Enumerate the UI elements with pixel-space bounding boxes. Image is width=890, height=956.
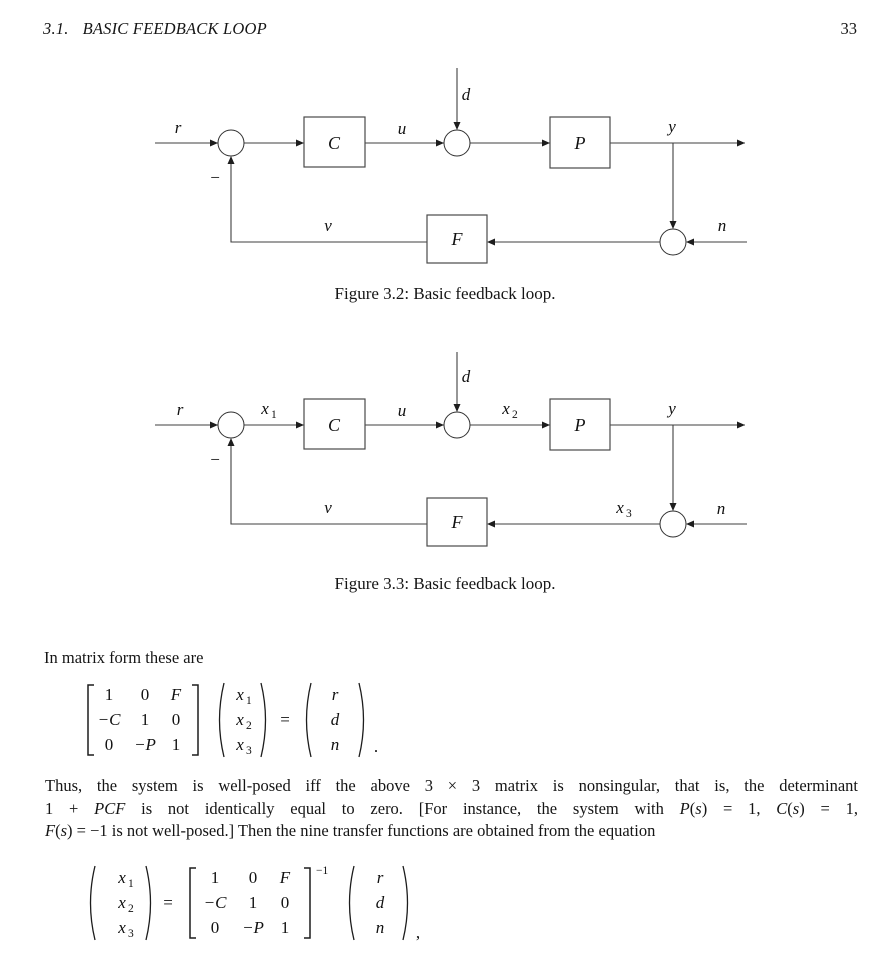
signal-x3-sub: 3 — [626, 508, 632, 520]
rhs-n: n — [330, 735, 340, 754]
plant-label: P — [574, 415, 586, 435]
sensor-label: F — [451, 229, 463, 249]
controller-label: C — [327, 133, 341, 153]
signal-u: u — [397, 401, 407, 420]
rhs-r: r — [331, 685, 339, 704]
arrowhead-into-sensor — [487, 521, 495, 528]
x2-sub: 2 — [246, 720, 252, 732]
body-paragraph — [45, 775, 858, 843]
paragraph-line-2: 1 + PCF is not identically equal to zero. [For instance, the system with P(s) = 1, C(s) = 1, — [45, 798, 858, 818]
lhs-left-paren — [91, 866, 96, 940]
m21: −P — [134, 735, 156, 754]
signal-n: n — [717, 216, 727, 235]
summing-junction-3 — [660, 229, 686, 255]
arrowhead-into-plant — [542, 422, 550, 429]
minus-sign: − — [210, 450, 220, 469]
m02: F — [279, 868, 291, 887]
summing-junction-1 — [218, 130, 244, 156]
paragraph-line-1: Thus, the system is well-posed iff the above 3 × 3 matrix is nonsingular, that is, the determinant — [45, 776, 858, 795]
x3-sub: 3 — [128, 928, 134, 940]
signal-y: y — [668, 117, 676, 136]
x1-base: x — [118, 868, 126, 887]
m22: 1 — [171, 735, 181, 754]
arrowhead-noise — [686, 521, 694, 528]
section-number: 3.1. — [43, 19, 69, 38]
running-header — [43, 19, 267, 39]
m12: 0 — [280, 893, 290, 912]
arrowhead-into-sum1 — [210, 422, 218, 429]
x1-sub: 1 — [246, 695, 252, 707]
matrix-equation-2 — [80, 858, 440, 950]
arrowhead-into-sensor — [487, 239, 495, 246]
arrowhead-into-sum2 — [436, 422, 444, 429]
x3-sub: 3 — [246, 745, 252, 757]
x2-base: x — [118, 893, 126, 912]
x3-base: x — [118, 918, 126, 937]
left-paren — [220, 683, 225, 757]
signal-r: r — [176, 400, 184, 419]
eq1-period: . — [373, 737, 379, 756]
arrowhead-noise — [686, 239, 694, 246]
figure-3-2-caption: Figure 3.2: Basic feedback loop. — [334, 284, 556, 303]
signal-r: r — [174, 118, 182, 137]
signal-x1-sub: 1 — [271, 409, 277, 421]
x3-base: x — [236, 735, 244, 754]
m11: 1 — [140, 710, 150, 729]
arrowhead-into-plant — [542, 140, 550, 147]
arrowhead-into-sum2 — [436, 140, 444, 147]
arrowhead-into-sum3 — [670, 221, 677, 229]
arrowhead-output — [737, 422, 745, 429]
x2-sub: 2 — [128, 903, 134, 915]
section-title: BASIC FEEDBACK LOOP — [82, 19, 267, 38]
signal-x1-base: x — [261, 399, 269, 418]
minus-sign: − — [210, 168, 220, 187]
right-bracket — [304, 868, 310, 938]
arrowhead-feedback — [228, 438, 235, 446]
controller-label: C — [327, 415, 341, 435]
signal-y: y — [668, 399, 676, 418]
rhs-d: d — [375, 893, 385, 912]
arrowhead-into-sum3 — [670, 503, 677, 511]
lhs-right-paren — [146, 866, 151, 940]
m11: 1 — [248, 893, 258, 912]
signal-v: v — [324, 216, 332, 235]
rhs-right-paren — [359, 683, 364, 757]
signal-d: d — [461, 367, 471, 386]
signal-u: u — [397, 119, 407, 138]
m01: 0 — [248, 868, 258, 887]
m00: 1 — [104, 685, 114, 704]
page-number: 33 — [840, 19, 857, 38]
m10: −C — [97, 710, 121, 729]
arrowhead-output — [737, 140, 745, 147]
left-bracket — [190, 868, 196, 938]
x1-sub: 1 — [128, 878, 134, 890]
arrowhead-disturbance — [454, 404, 461, 412]
summing-junction-1 — [218, 412, 244, 438]
sensor-label: F — [451, 512, 463, 532]
inverse-exponent: −1 — [316, 865, 329, 877]
figure-3-3-diagram — [130, 340, 770, 555]
m20: 0 — [104, 735, 114, 754]
matrix-equation-1 — [80, 675, 400, 767]
m21: −P — [242, 918, 264, 937]
arrowhead-into-controller — [296, 422, 304, 429]
signal-x3-base: x — [616, 498, 624, 517]
rhs-d: d — [330, 710, 340, 729]
summing-junction-3 — [660, 511, 686, 537]
arrowhead-disturbance — [454, 122, 461, 130]
x2-base: x — [236, 710, 244, 729]
figure-3-2-diagram — [130, 58, 770, 273]
signal-x2-sub: 2 — [512, 409, 518, 421]
arrowhead-into-controller — [296, 140, 304, 147]
x1-base: x — [236, 685, 244, 704]
m00: 1 — [210, 868, 220, 887]
paragraph-line-3: F(s) = −1 is not well-posed.] Then the nine transfer functions are obtained from the equation — [45, 821, 656, 840]
rhs-left-paren — [307, 683, 312, 757]
m02: F — [170, 685, 182, 704]
equals-sign: = — [163, 893, 173, 912]
m01: 0 — [140, 685, 150, 704]
signal-d: d — [461, 85, 471, 104]
m22: 1 — [280, 918, 290, 937]
eq2-comma: , — [415, 923, 421, 942]
m10: −C — [203, 893, 227, 912]
signal-x2-base: x — [502, 399, 510, 418]
rhs-r: r — [376, 868, 384, 887]
left-bracket — [88, 685, 94, 755]
intro-sentence: In matrix form these are — [44, 648, 204, 667]
right-paren — [261, 683, 266, 757]
arrowhead-into-sum1 — [210, 140, 218, 147]
arrowhead-feedback — [228, 156, 235, 164]
rhs-right-paren — [403, 866, 408, 940]
m20: 0 — [210, 918, 220, 937]
m12: 0 — [171, 710, 181, 729]
plant-label: P — [574, 133, 586, 153]
right-bracket — [192, 685, 198, 755]
rhs-n: n — [375, 918, 385, 937]
rhs-left-paren — [350, 866, 355, 940]
figure-3-3-caption: Figure 3.3: Basic feedback loop. — [334, 574, 556, 593]
equals-sign: = — [280, 710, 290, 729]
signal-n: n — [716, 499, 726, 518]
summing-junction-2 — [444, 130, 470, 156]
summing-junction-2 — [444, 412, 470, 438]
signal-v: v — [324, 498, 332, 517]
